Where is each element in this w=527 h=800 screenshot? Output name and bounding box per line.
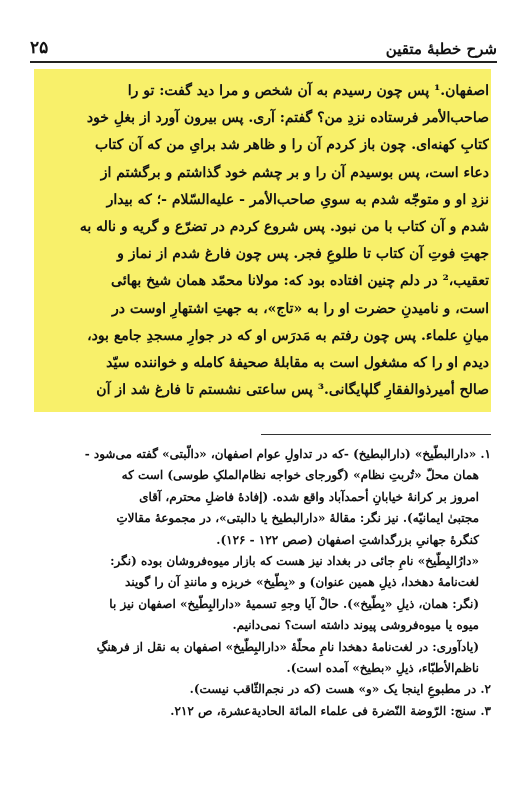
footnote-line: ۳. سنج: الرّوضة النّضرة فی علماء المائة الحادیةعشرة، ص ۲۱۲. bbox=[170, 703, 491, 718]
main-line: است، و نامیدنِ حضرت او را به «تاج»، به جهتِ اشتهارِ اوست در bbox=[112, 300, 489, 317]
footnote-line: کنگرهٔ جهانیِ بزرگداشتِ اصفهان (صص ۱۲۲ - ۱۲۶). bbox=[216, 532, 479, 547]
main-line: میانِ علماء. پس چون رفتم به مَدرَس او که در جوارِ مسجدِ جامع بود، bbox=[87, 327, 489, 344]
main-line: دعاء است، پس بوسیدم آن را و بر چشم خود گذاشتم و برگشتم از bbox=[100, 164, 489, 181]
main-line: جهتِ فوتِ آن کتاب تا طلوعِ فجر. پس چون فارغ شدم از نماز و bbox=[117, 246, 489, 263]
main-line: تعقیب،² در دلم چنین افتاده بود که: مولانا محمّد همان شیخ بهائی bbox=[111, 273, 489, 290]
footnote-line: (یادآوری: در لغت‌نامهٔ دهخدا نامِ محلّهٔ «دارالبِطّیخ» اصفهان به نقل از فرهنگِ bbox=[96, 639, 479, 654]
footnote-line: ۱. «دارالبطّیخ» (دارالبطیخ) -که در تداولِ عوام اصفهان، «دالّبتی» گفته می‌شود - bbox=[84, 447, 491, 461]
main-line: دیدم او را که مشغول است به مقابلهٔ صحیفهٔ کامله و خواننده سیّد bbox=[106, 354, 489, 371]
main-line: کتابِ کهنه‌ای. چون باز کردم آن را و ظاهر شد برایِ من که آن کتاب bbox=[94, 137, 489, 154]
footnote-line: ناظم‌الأطبّاء، ذیلِ «بطیخ» آمده است). bbox=[286, 660, 479, 675]
footnote-divider bbox=[261, 434, 491, 435]
footnote-line: میوه یا میوه‌فروشی پیوند داشته است؟ نمی‌دانیم. bbox=[232, 618, 479, 633]
footnote-line: مجتبیٰ ایمانیّه). نیز نگر: مقالهٔ «دارالبطیخ یا دالبتی»، در مجموعهٔ مقالاتِ bbox=[116, 511, 479, 526]
footnotes-block bbox=[36, 444, 491, 722]
page-number: ۲۵ bbox=[30, 38, 49, 58]
footnote-line: امروز بر کرانهٔ خیابانِ أحمدآباد واقع شده. (إفادهٔ فاضلِ محترم، آقای bbox=[139, 489, 479, 504]
footnote-line: لغت‌نامهٔ دهخدا، ذیلِ همین عنوان) و «بِطّیخ» خربزه و مانندِ آن را گویند bbox=[125, 575, 479, 590]
main-line: صالح أمیرذوالفقارِ گلپایگانی.³ پس ساعتی نشستم تا فارغ شد از آن bbox=[96, 382, 489, 399]
main-line: نزدِ او و متوجّه شدم به سویِ صاحب‌الأمر - علیه‌السّلام -؛ که بیدار bbox=[106, 191, 489, 208]
main-text-block bbox=[36, 78, 489, 404]
footnote-line: (نگر: همان، ذیلِ «بِطّیخ»). حالْ آیا وجهِ تسمیهٔ «دارالبِطّیخ» اصفهان نیز با bbox=[109, 596, 479, 611]
page-header bbox=[30, 30, 497, 63]
main-line: اصفهان.¹ پس چون رسیدم به آن شخص و مرا دید گفت: تو را bbox=[127, 83, 489, 99]
book-title: شرح خطبهٔ متقین bbox=[385, 40, 497, 58]
footnote-line: همان محلّ «تُربتِ نظام» (گورجای خواجه نظام‌الملکِ طوسی) است که bbox=[121, 468, 479, 483]
footnote-line: «دارُالبِطّیخ» نامِ جائی در بغداد نیز هست که بازار میوه‌فروشان بوده (نگر: bbox=[110, 553, 479, 568]
main-line: صاحب‌الأمر فرستاده نزدِ من؟ گفتم: آری. پس بیرون آورد از بغلِ خود bbox=[86, 110, 489, 127]
main-line: شدم و آن کتاب با من نبود. پس شروع کردم در تضرّع و گریه و ناله به bbox=[79, 218, 489, 235]
footnote-line: ۲. در مطبوعِ اینجا یک «و» هست (که در نجم‌الثّاقب نیست). bbox=[189, 682, 491, 697]
